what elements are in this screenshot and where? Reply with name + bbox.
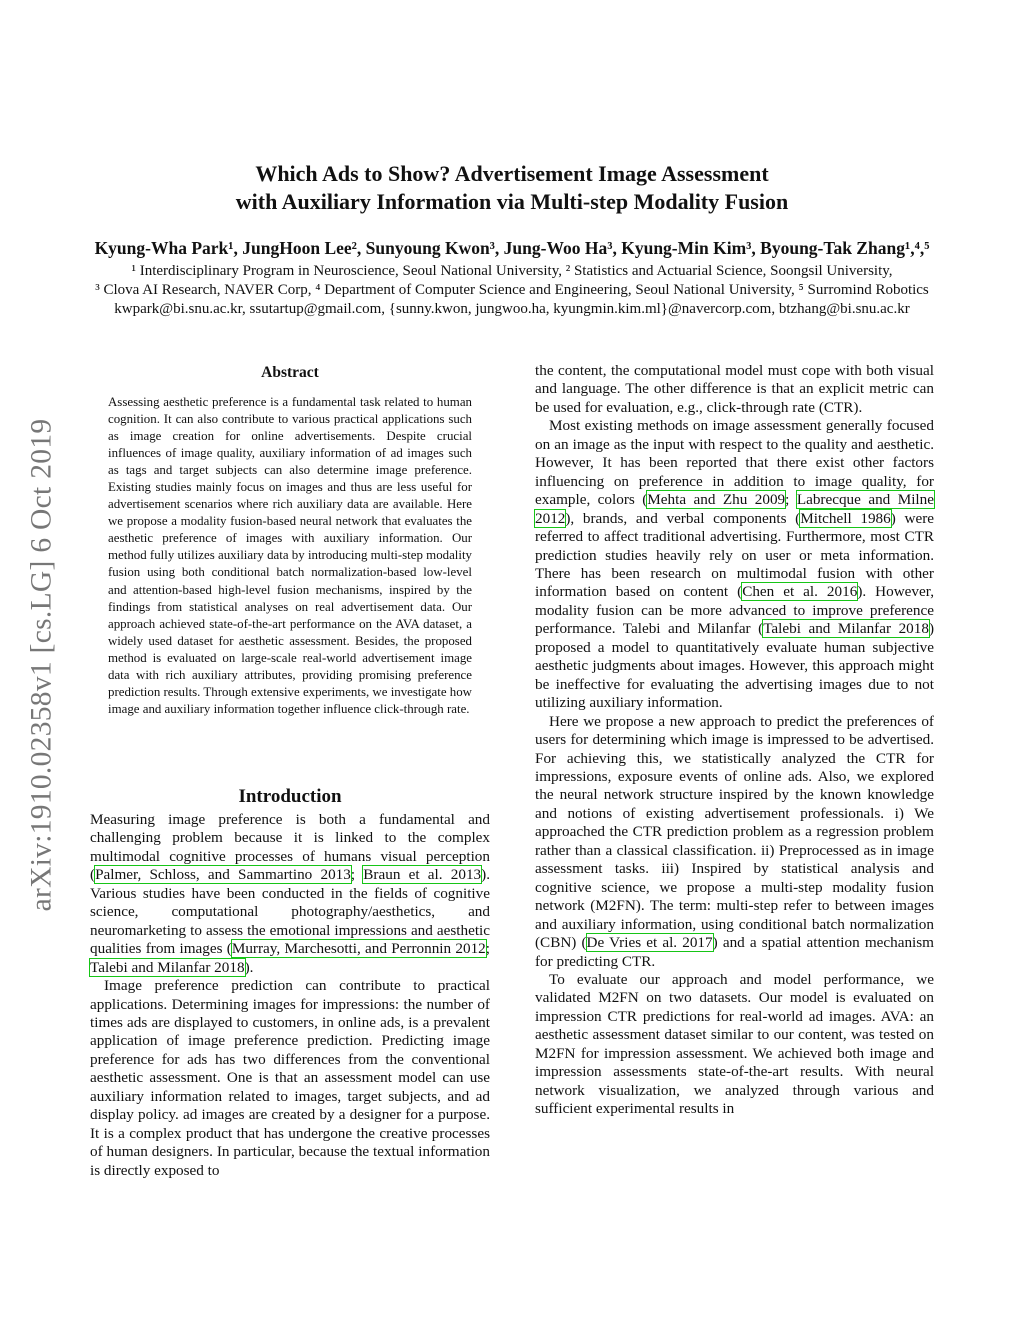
citation-link[interactable]: Talebi and Milanfar 2018 <box>90 958 245 976</box>
paper-title-line-1: Which Ads to Show? Advertisement Image Assessment <box>255 161 769 186</box>
citation-link[interactable]: De Vries et al. 2017 <box>586 934 713 952</box>
citation-link[interactable]: Chen et al. 2016 <box>742 583 858 601</box>
citation-link[interactable]: Mitchell 1986 <box>800 509 891 527</box>
paper-title-line-2: with Auxiliary Information via Multi-step Modality Fusion <box>235 189 789 214</box>
author-emails: kwpark@bi.snu.ac.kr, ssutartup@gmail.com, {sunny.kwon, jungwoo.ha, kyungmin.kim.ml}@navercorp.com, btzhang@bi.snu.ac.kr <box>114 301 910 317</box>
right-paragraph-4: To evaluate our approach and model performance, we validated M2FN on two datasets. Our model is evaluated on impression CTR predictions for real-world ad images. AVA: an aesthetic assessment dataset similar to our content, was tested on M2FN for impression assessment. We achieved both image and impression assessments state-of-the-art results. With neural network visualization, we analyzed through various and sufficient experimental results in <box>535 970 934 1118</box>
citation-link[interactable]: Palmer, Schloss, and Sammartino 2013 <box>95 866 351 884</box>
author-list: Kyung-Wha Park¹, JungHoon Lee², Sunyoung Kwon³, Jung-Woo Ha³, Kyung-Min Kim³, Byoung-Tak Zhang¹,⁴,⁵ <box>94 238 930 258</box>
intro-paragraph-1: Measuring image preference is both a fundamental and challenging problem because it is linked to the complex multimodal cognitive processes of humans visual perception (Palmer, Schloss, and Sammartino 2013; Braun et al. 2013). Various studies have been conducted in the fields of cognitive science, computational photography/aesthetics, and neuromarketing to assess the emotional impressions and aesthetic qualities from images (Murray, Marchesotti, and Perronnin 2012; Talebi and Milanfar 2018). <box>90 811 490 976</box>
right-paragraph-3: Here we propose a new approach to predict the preferences of users for determining which image is impressed to be advertised. For achieving this, we statistically analyzed the CTR for impressions, exposure events of online ads. Also, we explored the neural network structure inspired by the known knowledge and notions of existing advertisement professionals. i) We approached the CTR prediction problem as a regression problem rather than a classical classification. ii) Preprocessed as in image assessment tasks. iii) Inspired by statistical analysis and cognitive science, we propose a multi-step modality fusion network (M2FN). The term: multi-step refer to between images and auxiliary information, using conditional batch normalization (CBN) (De Vries et al. 2017) and a spatial attention mechanism for predicting CTR. <box>535 712 935 970</box>
citation-link[interactable]: Talebi and Milanfar 2018 <box>763 620 929 638</box>
affiliations-line-1: ¹ Interdisciplinary Program in Neuroscience, Seoul National University, ² Statistics and Actuarial Science, Soongsil University, <box>131 263 893 279</box>
abstract-heading: Abstract <box>261 364 319 381</box>
right-paragraph-2: Most existing methods on image assessment generally focused on an image as the input with respect to the quality and aesthetic. However, It has been reported that there exist other factors influencing on preference in addition to image quality, for example, colors (Mehta and Zhu 2009; Labrecque and Milne 2012), brands, and verbal components (Mitchell 1986) were referred to affect traditional advertising. Furthermore, most CTR prediction studies heavily rely on user or meta information. There has been research on multimodal fusion with other information based on content (Chen et al. 2016). However, modality fusion can be more advanced to improve preference performance. Talebi and Milanfar (Talebi and Milanfar 2018) proposed a model to quantitatively evaluate human subjective aesthetic judgments about images. However, this approach might be ineffective for evaluating the advertising images due to not utilizing auxiliary information. <box>535 417 935 712</box>
arxiv-stamp <box>12 365 72 965</box>
introduction-heading: Introduction <box>238 786 342 807</box>
intro-paragraph-2: Image preference prediction can contribute to practical applications. Determining images for impressions: the number of times ads are displayed to customers, in online ads, is a prevalent application of image preference prediction. Predicting image preference for ads has two differences from the conventional aesthetic assessment. One is that an assessment model can use auxiliary information related to images, target subjects, and ad display policy. ad images are created by a designer for a purpose. It is a complex product that has undergone the creative processes of human designers. In particular, because the textual information is directly exposed to <box>90 977 490 1179</box>
citation-link[interactable]: Braun et al. 2013 <box>363 866 482 884</box>
citation-link[interactable]: Murray, Marchesotti, and Perronnin 2012 <box>231 940 486 958</box>
affiliations-line-2: ³ Clova AI Research, NAVER Corp, ⁴ Department of Computer Science and Engineering, Seoul National University, ⁵ Surromind Robotics <box>95 282 929 298</box>
right-column-body <box>535 362 934 1119</box>
arxiv-stamp-text: arXiv:1910.02358v1 [cs.LG] 6 Oct 2019 <box>25 418 58 912</box>
paper-title <box>0 160 1024 216</box>
citation-link[interactable]: Labrecque and Milne 2012 <box>535 491 934 527</box>
abstract-body: Assessing aesthetic preference is a fundamental task related to human cognition. It can also contribute to various practical applications such as image creation for online advertisements. Despite crucial influences of image quality, auxiliary information of ad images such as tags and target subjects can also determine image preference. Existing studies mainly focus on images and thus are less useful for advertisement scenarios where rich auxiliary data are available. Here we propose a modality fusion-based neural network that evaluates the aesthetic preference of images with auxiliary information. Our method fully utilizes auxiliary data by introducing multi-step modality fusion using both conditional batch normalization-based low-level and attention-based high-level fusion mechanisms, inspired by the findings from statistical analyses on real advertisement data. Our approach achieved state-of-the-art performance on the AVA dataset, a widely used dataset for aesthetic assessment. Besides, the proposed method is evaluated on large-scale real-world advertisement image data with rich auxiliary attributes, providing promising preference prediction results. Through extensive experiments, we investigate how image and auxiliary information together influence click-through rate. <box>108 395 472 716</box>
left-column-body <box>90 811 490 1180</box>
right-paragraph-1: the content, the computational model must cope with both visual and language. The other difference is that an explicit metric can be used for evaluation, e.g., click-through rate (CTR). <box>535 362 934 416</box>
citation-link[interactable]: Mehta and Zhu 2009 <box>647 491 786 509</box>
